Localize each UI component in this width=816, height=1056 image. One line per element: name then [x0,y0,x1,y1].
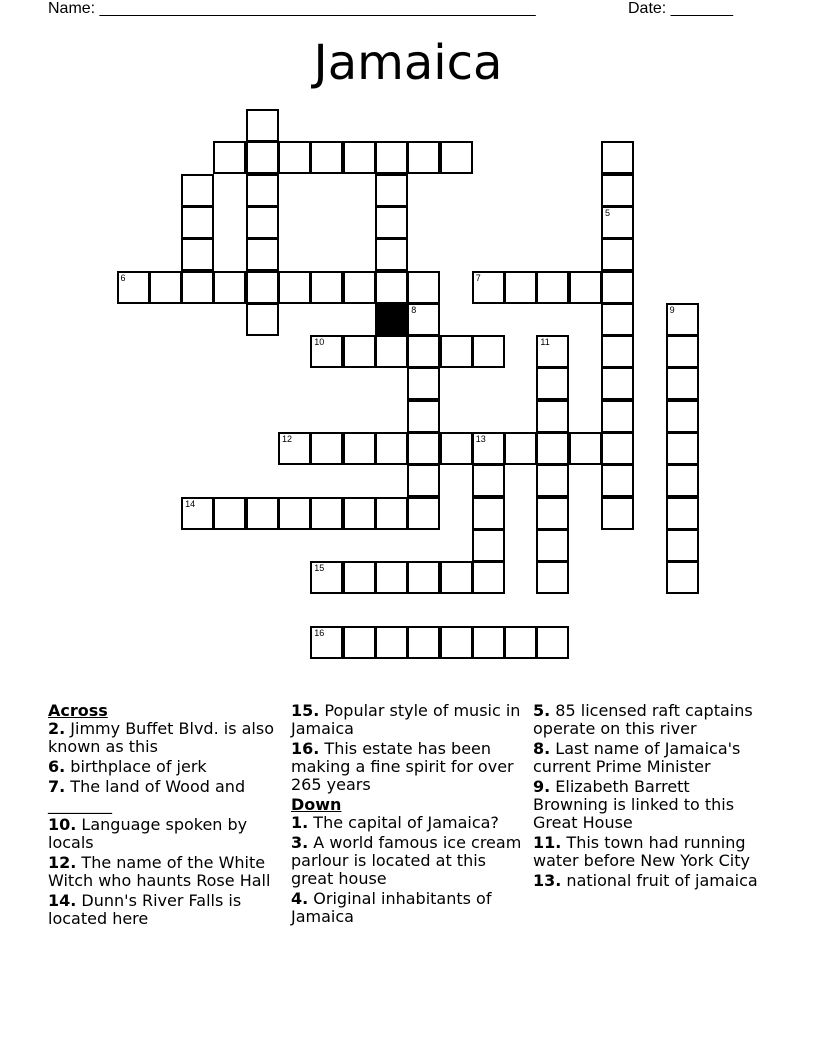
grid-cell[interactable] [246,141,279,174]
clue-text: This town had running water before New York City [533,833,750,870]
grid-cell[interactable] [472,529,505,562]
grid-cell[interactable] [343,626,376,659]
clue-text: This estate has been making a fine spirit for over 265 years [291,739,514,794]
grid-cell[interactable] [440,141,473,174]
clue-number: 11 [540,337,550,348]
grid-cell[interactable] [601,174,634,207]
across-clue [48,720,280,756]
grid-cell[interactable] [278,271,311,304]
grid-cell[interactable] [472,497,505,530]
grid-cell[interactable] [181,497,214,530]
grid-cell[interactable] [601,141,634,174]
clue-number: 9 [669,304,675,315]
grid-cell[interactable] [343,335,376,368]
grid-cell[interactable] [666,529,699,562]
clue-number: 12 [282,434,293,444]
clue-text: Jimmy Buffet Blvd. is also known as this [48,719,274,756]
clue-text: The capital of Jamaica? [308,813,499,832]
down-clue [291,890,523,926]
clue-number-label: 16. [291,739,320,758]
clue-number-label: 2. [48,719,66,738]
page-title: Jamaica [313,35,503,91]
clue-number: 7 [475,272,481,283]
grid-cell[interactable] [666,497,699,530]
grid-cell[interactable] [310,335,343,368]
clue-number: 10 [314,337,325,348]
grid-cell[interactable] [407,367,440,400]
grid-cell[interactable] [246,174,279,207]
grid-cell[interactable] [440,626,473,659]
clue-number-label: 11. [533,833,562,852]
date-field-label[interactable]: Date: _______ [628,0,733,17]
grid-cell[interactable] [472,464,505,497]
grid-cell[interactable] [601,497,634,530]
across-clue-list [48,720,280,928]
grid-cell[interactable] [343,432,376,465]
grid-cell[interactable] [343,561,376,594]
grid-cell[interactable] [601,238,634,271]
grid-cell[interactable] [666,464,699,497]
grid-cell[interactable] [601,335,634,368]
grid-cell[interactable] [246,109,279,142]
grid-cell[interactable] [601,464,634,497]
grid-cell[interactable] [407,141,440,174]
clue-number: 8 [411,304,417,315]
grid-cell[interactable] [117,271,150,304]
grid-cell[interactable] [601,432,634,465]
clues-column-2 [291,702,523,928]
grid-cell[interactable] [310,432,343,465]
grid-cell[interactable] [536,271,569,304]
clue-number-label: 14. [48,891,77,910]
grid-cell[interactable] [278,141,311,174]
clue-number-label: 15. [291,701,320,720]
clue-text: Last name of Jamaica's current Prime Minister [533,739,741,776]
grid-cell[interactable] [569,271,602,304]
clue-number-label: 10. [48,815,77,834]
clue-number: 14 [185,498,196,509]
down-clue [533,872,765,890]
grid-cell[interactable] [504,626,537,659]
grid-cell[interactable] [407,626,440,659]
grid-cell[interactable] [504,432,537,465]
grid-cell[interactable] [213,271,246,304]
grid-cell[interactable] [601,400,634,433]
clue-number-label: 8. [533,739,551,758]
clue-text: Popular style of music in Jamaica [291,701,521,738]
grid-cell[interactable] [375,206,408,239]
grid-cell[interactable] [407,335,440,368]
clues-column-1 [48,702,280,930]
grid-cell[interactable] [407,497,440,530]
down-clue [291,814,523,832]
across-clue [48,892,280,928]
grid-cell[interactable] [601,367,634,400]
grid-cell[interactable] [407,464,440,497]
grid-cell[interactable] [536,497,569,530]
clue-text: Language spoken by locals [48,815,248,852]
grid-cell[interactable] [181,174,214,207]
clue-number: 5 [605,207,611,218]
grid-cell[interactable] [246,271,279,304]
down-clue [533,834,765,870]
down-clue [533,778,765,832]
clue-text: Dunn's River Falls is located here [48,891,242,928]
clue-number-label: 1. [291,813,309,832]
clue-number: 15 [314,563,325,574]
clue-number-label: 3. [291,833,309,852]
grid-cell[interactable] [407,271,440,304]
clue-number-label: 9. [533,777,551,796]
grid-cell[interactable] [666,335,699,368]
clue-number-label: 4. [291,889,309,908]
down-clue [291,834,523,888]
grid-cell[interactable] [310,626,343,659]
grid-cell[interactable] [569,432,602,465]
clue-text: Elizabeth Barrett Browning is linked to this Great House [533,777,735,832]
grid-cell[interactable] [440,432,473,465]
grid-cell[interactable] [310,271,343,304]
grid-cell[interactable] [536,561,569,594]
grid-cell[interactable] [666,432,699,465]
grid-cell[interactable] [536,464,569,497]
grid-cell[interactable] [375,238,408,271]
across-clue [48,758,280,776]
clue-number: 6 [120,272,126,283]
header-line [48,0,768,20]
clue-number-label: 13. [533,871,562,890]
grid-cell[interactable] [666,561,699,594]
grid-cell[interactable] [407,561,440,594]
across-clue [48,854,280,890]
grid-cell[interactable] [246,206,279,239]
grid-cell[interactable] [536,400,569,433]
across-clue [291,740,523,794]
grid-cell[interactable] [278,432,311,465]
grid-cell[interactable] [536,432,569,465]
grid-cell[interactable] [472,335,505,368]
grid-cell[interactable] [181,238,214,271]
across-clue-list-continued [291,702,523,794]
grid-cell[interactable] [472,432,505,465]
grid-cell[interactable] [375,497,408,530]
grid-cell[interactable] [536,335,569,368]
grid-cell[interactable] [213,141,246,174]
grid-cell[interactable] [181,206,214,239]
name-field-label[interactable]: Name: _________________________________________________ [48,0,536,17]
down-clue [533,702,765,738]
clue-text: birthplace of jerk [65,757,207,776]
grid-cell[interactable] [536,626,569,659]
clue-number: 13 [475,434,486,444]
grid-cell[interactable] [375,432,408,465]
grid-cell[interactable] [440,561,473,594]
grid-cell[interactable] [375,335,408,368]
grid-cell[interactable] [343,271,376,304]
down-clue-list [291,814,523,926]
grid-cell[interactable] [601,271,634,304]
down-clue-list-continued [533,702,765,890]
clue-text: The name of the White Witch who haunts Rose Hall [48,853,271,890]
grid-cell[interactable] [310,497,343,530]
grid-cell[interactable] [666,367,699,400]
grid-cell[interactable] [213,497,246,530]
grid-cell[interactable] [666,303,699,336]
grid-cell-black [375,303,408,336]
across-clue [48,816,280,852]
grid-cell[interactable] [343,497,376,530]
clue-text: The land of Wood and ________ [48,777,246,814]
grid-cell[interactable] [246,238,279,271]
grid-cell[interactable] [375,626,408,659]
clue-number-label: 12. [48,853,77,872]
grid-cell[interactable] [440,335,473,368]
grid-cell[interactable] [504,271,537,304]
grid-cell[interactable] [375,141,408,174]
grid-cell[interactable] [246,303,279,336]
clue-text: national fruit of jamaica [561,871,758,890]
grid-cell[interactable] [407,400,440,433]
across-clue [291,702,523,738]
grid-cell[interactable] [666,400,699,433]
across-heading: Across [48,701,108,720]
grid-cell[interactable] [278,497,311,530]
clue-number-label: 6. [48,757,66,776]
grid-cell[interactable] [375,561,408,594]
grid-cell[interactable] [375,174,408,207]
clue-text: Original inhabitants of Jamaica [291,889,492,926]
grid-cell[interactable] [149,271,182,304]
grid-cell[interactable] [343,141,376,174]
grid-cell[interactable] [601,303,634,336]
grid-cell[interactable] [536,529,569,562]
across-clue [48,778,280,814]
clue-text: A world famous ice cream parlour is located at this great house [291,833,522,888]
grid-cell[interactable] [536,367,569,400]
grid-cell[interactable] [375,271,408,304]
grid-cell[interactable] [472,271,505,304]
grid-cell[interactable] [407,303,440,336]
grid-cell[interactable] [181,271,214,304]
clue-text: 85 licensed raft captains operate on this river [533,701,753,738]
grid-cell[interactable] [246,497,279,530]
grid-cell[interactable] [310,561,343,594]
clue-number: 16 [314,627,325,638]
grid-cell[interactable] [472,561,505,594]
grid-cell[interactable] [601,206,634,239]
clues-column-3 [533,702,765,892]
down-heading: Down [291,795,342,814]
grid-cell[interactable] [407,432,440,465]
grid-cell[interactable] [472,626,505,659]
down-clue [533,740,765,776]
grid-cell[interactable] [310,141,343,174]
clue-number-label: 7. [48,777,66,796]
clue-number-label: 5. [533,701,551,720]
